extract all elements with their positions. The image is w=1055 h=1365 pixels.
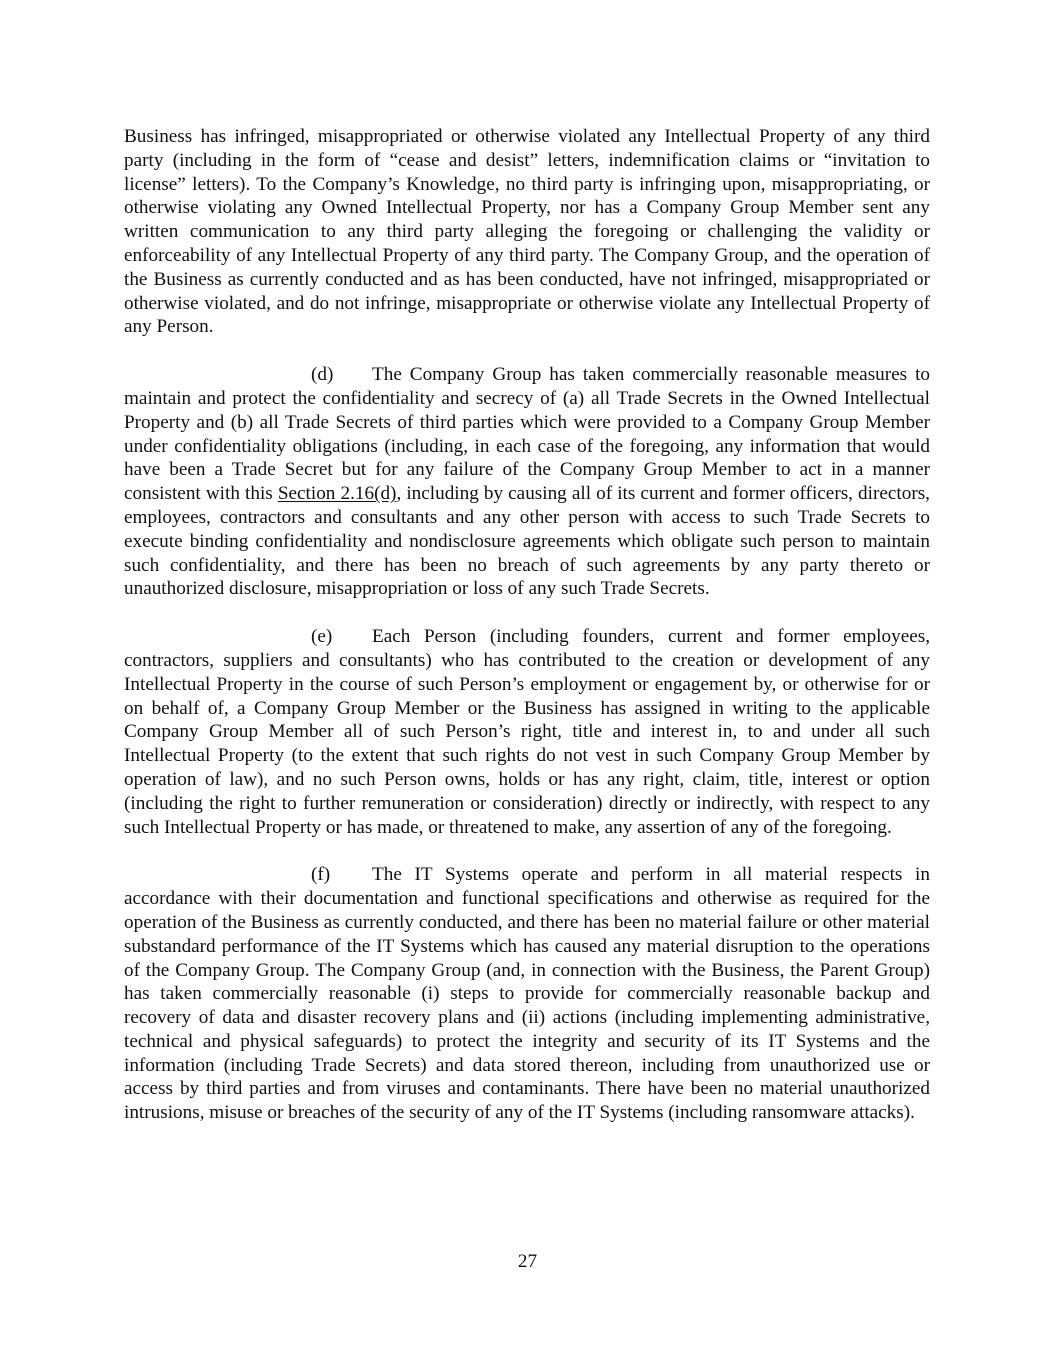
paragraph-marker: (e)	[311, 626, 333, 648]
paragraph-marker: (f)	[311, 864, 331, 886]
paragraph-c-continued	[124, 125, 930, 339]
section-cross-reference: Section 2.16(d)	[277, 483, 397, 505]
paragraph-text: The Company Group has taken commercially reasonable measures to maintain and protect the confidentiality and secrecy of (a) all Trade Secrets in the Owned Intellectual Property and (b) all Trade Secrets of third parties which were provided to a Company Group Member under confidentiality obligations (including, in each case of the foregoing, any information that would have been a Trade Secret but for any failure of the Company Group Member to act in a manner consistent with this	[124, 364, 930, 505]
document-body	[124, 125, 930, 1149]
page-number: 27	[517, 1251, 538, 1272]
paragraph-e	[124, 625, 930, 839]
paragraph-f	[124, 863, 930, 1125]
paragraph-text: Business has infringed, misappropriated or otherwise violated any Intellectual Property of any third party (including in the form of “cease and desist” letters, indemnification claims or “invitation to license” letters). To the Company’s Knowledge, no third party is infringing upon, misappropriating, or otherwise violating any Owned Intellectual Property, nor has a Company Group Member sent any written communication to any third party alleging the foregoing or challenging the validity or enforceability of any Intellectual Property of any third party. The Company Group, and the operation of the Business as currently conducted and as has been conducted, have not infringed, misappropriated or otherwise violated, and do not infringe, misappropriate or otherwise violate any Intellectual Property of any Person.	[124, 126, 930, 338]
paragraph-text: Each Person (including founders, current and former employees, contractors, suppliers and consultants) who has contributed to the creation or development of any Intellectual Property in the course of such Person’s employment or engagement by, or otherwise for or on behalf of, a Company Group Member or the Business has assigned in writing to the applicable Company Group Member all of such Person’s right, title and interest in, to and under all such Intellectual Property (to the extent that such rights do not vest in such Company Group Member by operation of law), and no such Person owns, holds or has any right, claim, title, interest or option (including the right to further remuneration or consideration) directly or indirectly, with respect to any such Intellectual Property or has made, or threatened to make, any assertion of any of the foregoing.	[124, 626, 930, 838]
paragraph-text: The IT Systems operate and perform in all material respects in accordance with their documentation and functional specifications and otherwise as required for the operation of the Business as currently conducted, and there has been no material failure or other material substandard performance of the IT Systems which has caused any material disruption to the operations of the Company Group. The Company Group (and, in connection with the Business, the Parent Group) has taken commercially reasonable (i) steps to provide for commercially reasonable backup and recovery of data and disaster recovery plans and (ii) actions (including implementing administrative, technical and physical safeguards) to protect the integrity and security of its IT Systems and the information (including Trade Secrets) and data stored thereon, including from unauthorized use or access by third parties and from viruses and contaminants. There have been no material unauthorized intrusions, misuse or breaches of the security of any of the IT Systems (including ransomware attacks).	[124, 864, 930, 1124]
paragraph-text-continued: , including by causing all of its current and former officers, directors, employees, contractors and consultants and any other person with access to such Trade Secrets to execute binding confidentiality and nondisclosure agreements which obligate such person to maintain such confidentiality, and there has been no breach of such agreements by any party thereto or unauthorized disclosure, misappropriation or loss of any such Trade Secrets.	[124, 483, 930, 600]
paragraph-d	[124, 363, 930, 601]
paragraph-marker: (d)	[311, 364, 334, 386]
